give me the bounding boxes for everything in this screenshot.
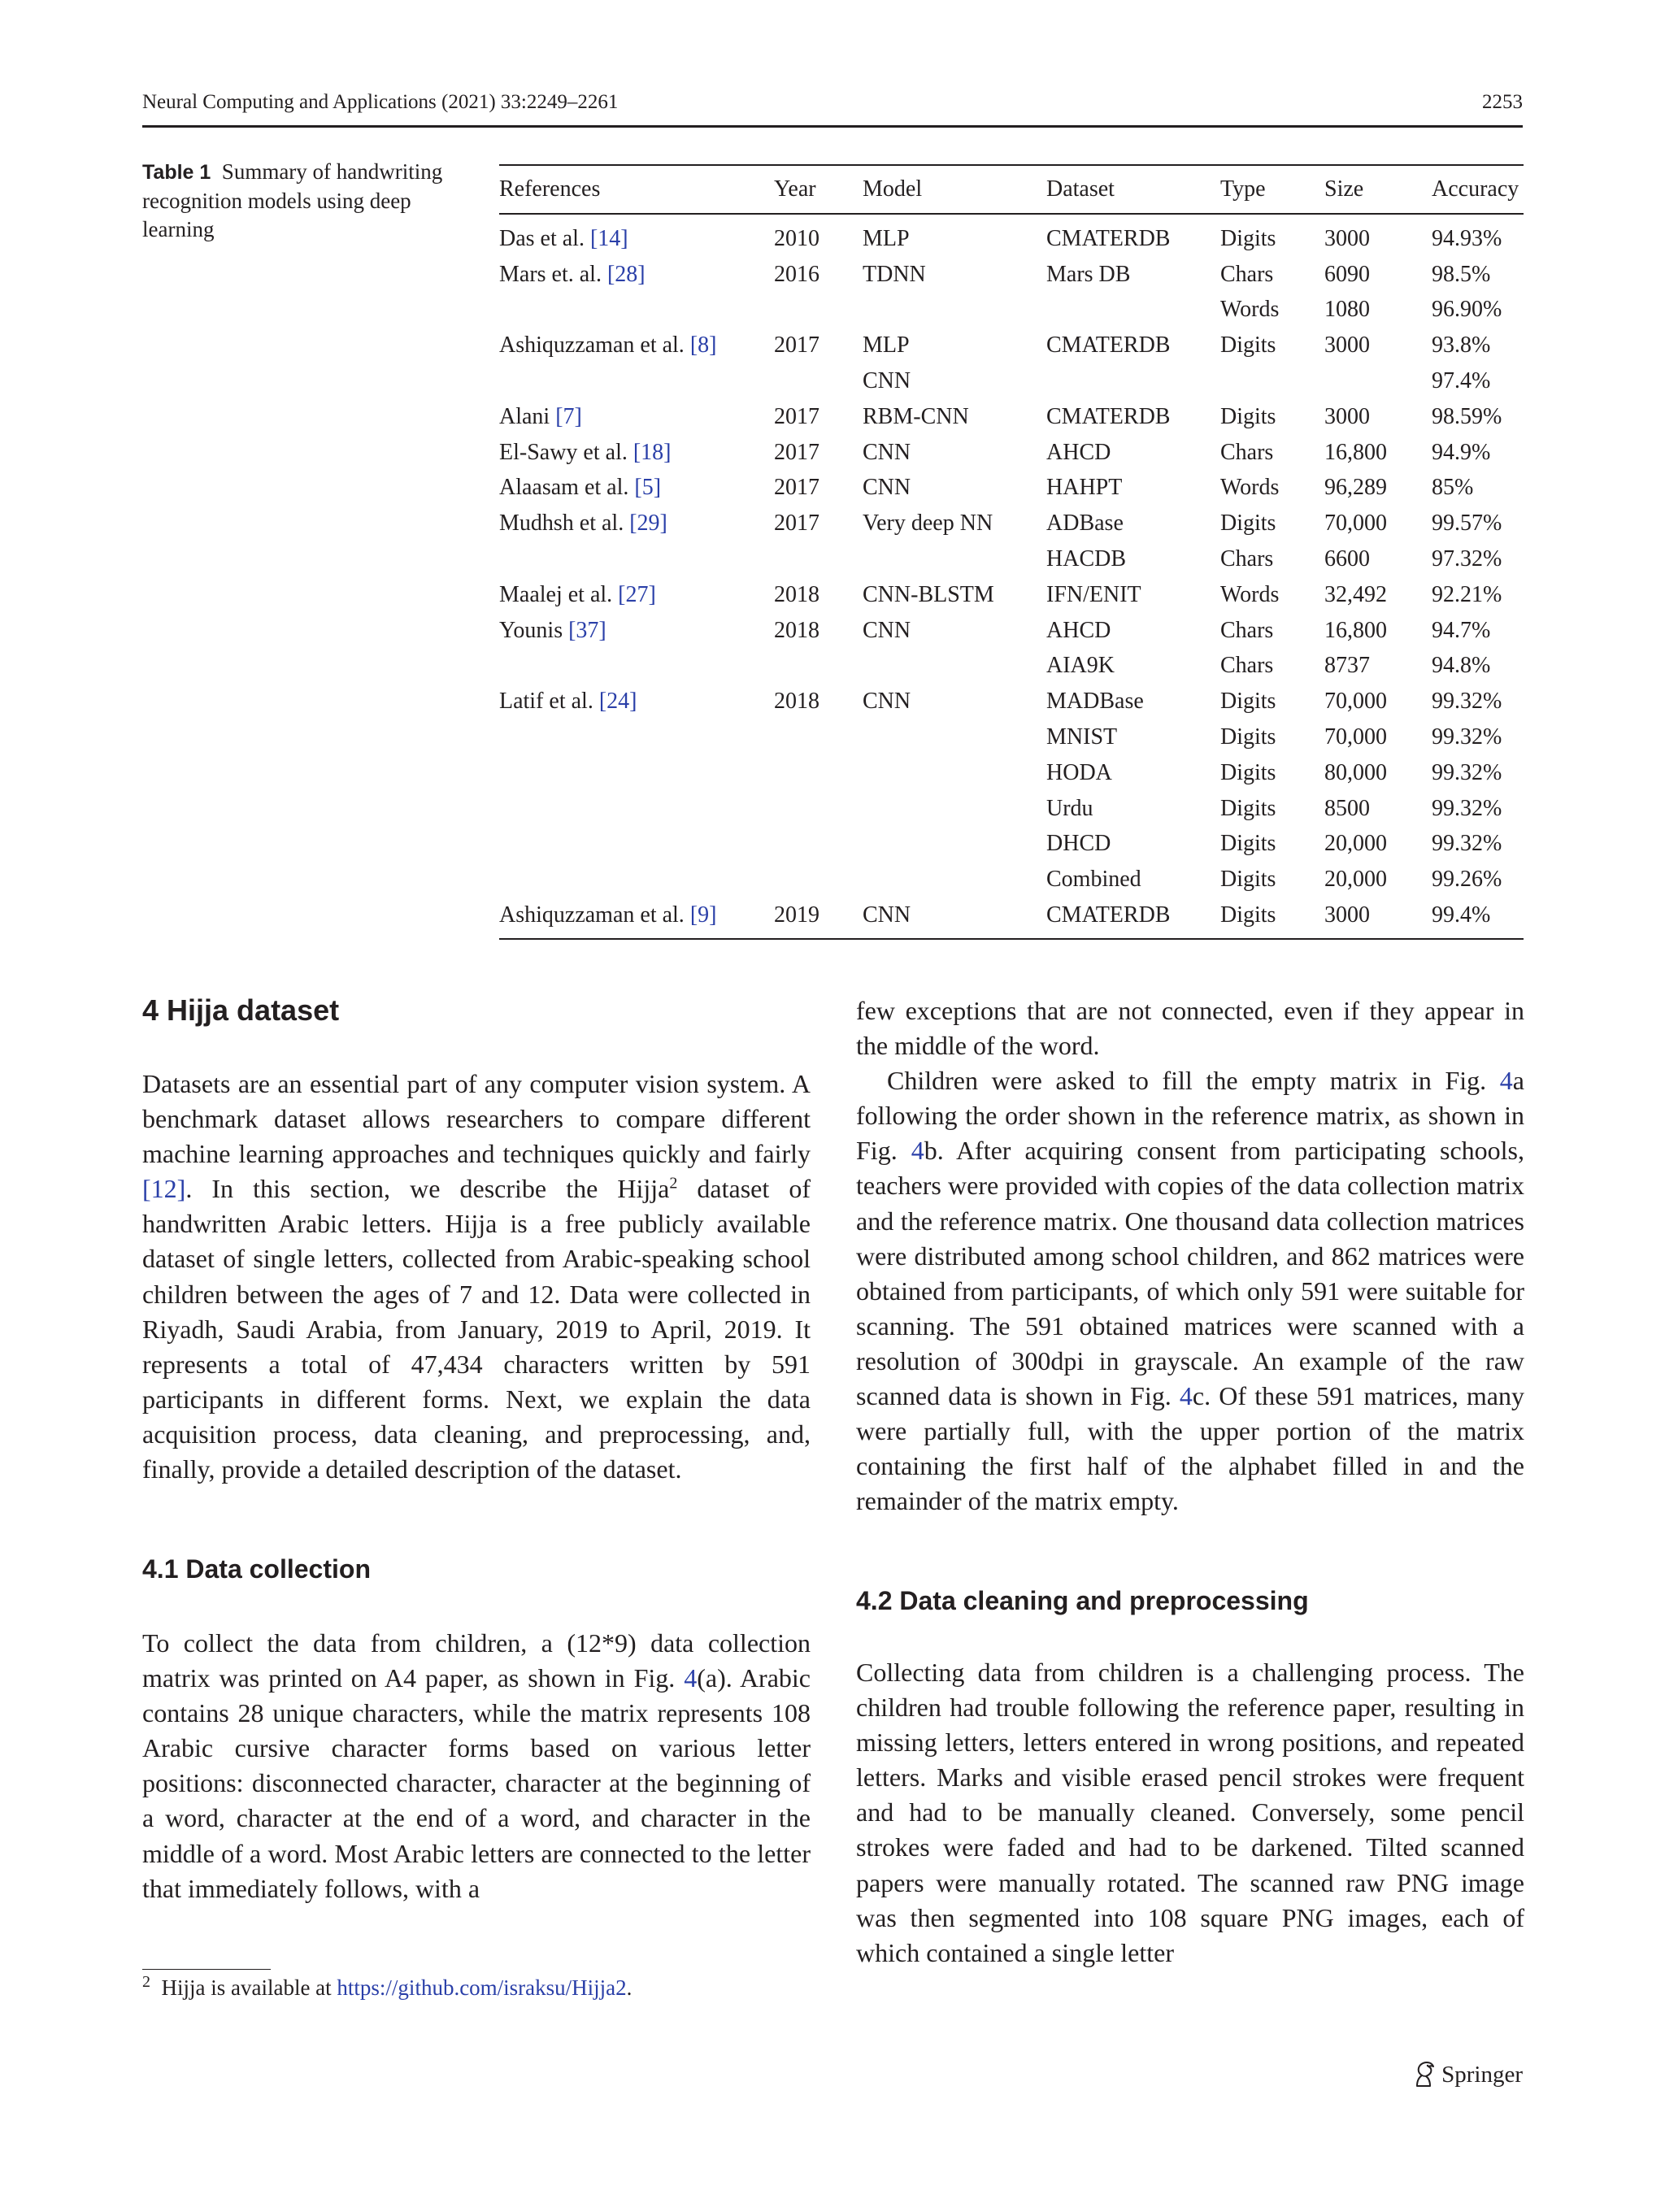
table-row [499,577,1524,613]
col-header-references: References [499,165,774,214]
cell-accuracy: 98.59% [1432,403,1502,429]
publisher-name: Springer [1441,2061,1523,2088]
cell-dataset: Mars DB [1046,261,1131,287]
cell-reference: Alaasam et al. [5] [499,475,662,501]
cell-dataset: HACDB [1046,546,1127,572]
cell-dataset: AIA9K [1046,653,1115,679]
cell-year [774,827,863,863]
table-row [499,435,1524,471]
cell-size: 6600 [1324,546,1370,572]
cell-accuracy: 94.93% [1432,225,1502,251]
cell-reference [499,862,774,897]
table-row [499,827,1524,863]
citation-link[interactable]: [7] [555,403,582,429]
cell-reference: Mudhsh et al. [29] [499,511,667,537]
table-row [499,471,1524,506]
cell-dataset: IFN/ENIT [1046,581,1141,607]
citation-link[interactable]: [29] [629,511,667,537]
cell-size: 80,000 [1324,759,1387,785]
citation-link[interactable]: [5] [634,475,662,501]
cell-accuracy: 96.90% [1432,297,1502,323]
cell-reference [499,719,774,755]
cell-model [863,827,1046,863]
table-header-row [499,165,1524,214]
cell-dataset: MADBase [1046,689,1144,715]
table-row [499,293,1524,328]
col-header-accuracy: Accuracy [1432,165,1524,214]
cell-accuracy: 99.57% [1432,511,1502,537]
footnote: $^2$ Hijja is available at https://github.com/israksu/Hijja2. [142,1973,633,2000]
cell-year [774,649,863,684]
col-header-size: Size [1324,165,1432,214]
cell-model [863,649,1046,684]
cell-type: Digits [1220,332,1276,359]
table-row [499,791,1524,827]
cell-type: Words [1220,297,1280,323]
cell-accuracy: 97.4% [1432,368,1491,394]
cell-year [774,791,863,827]
cell-year: 2017 [774,332,819,359]
cell-model: CNN-BLSTM [863,581,994,607]
cell-size: 6090 [1324,261,1370,287]
cell-year [774,755,863,791]
citation-link[interactable]: [27] [618,581,656,607]
col-header-dataset: Dataset [1046,165,1220,214]
cell-dataset: CMATERDB [1046,225,1171,251]
table-row [499,214,1524,257]
cell-year [774,862,863,897]
cell-type: Chars [1220,653,1274,679]
cell-dataset: CMATERDB [1046,897,1220,939]
table-row [499,719,1524,755]
cell-dataset: Combined [1046,867,1141,893]
cell-type: Words [1220,581,1280,607]
cell-type: Digits [1220,225,1276,251]
col-header-type: Type [1220,165,1324,214]
cell-size: 8737 [1324,653,1370,679]
table-caption [142,158,467,244]
springer-horse-icon [1412,2061,1437,2088]
cell-size: 70,000 [1324,724,1387,750]
cell-type: Digits [1220,867,1276,893]
citation-link[interactable]: [9] [689,902,717,928]
cell-size: 16,800 [1324,439,1387,465]
cell-type: Chars [1220,261,1274,287]
figure-link[interactable]: 4 [911,1136,924,1166]
cell-type: Digits [1220,795,1276,821]
cell-type: Digits [1220,689,1276,715]
cell-size: 3000 [1324,897,1432,939]
page-number: 2253 [1482,91,1523,113]
table-row [499,862,1524,897]
footnote-number: 2 [142,1973,150,1991]
table-row [499,897,1524,939]
table-row [499,506,1524,541]
citation-link[interactable]: [12] [142,1174,186,1204]
table-label: Table 1 [142,161,211,184]
cell-model [863,791,1046,827]
paragraph: Collecting data from children is a challenging process. The children had trouble following the reference paper, resulting in missing letters, letters entered in wrong positions, and repeated letters. Marks and visible erased pencil strokes were frequent and had to be manually cleaned. Conversely, some pencil strokes were faded and had to be darkened. Tilted scanned papers were manually rotated. The scanned raw PNG image was then segmented into 108 square PNG images, each of which contained a single letter [856,1658,1524,1967]
table-row [499,399,1524,435]
citation-link[interactable]: [18] [633,439,672,465]
table-row [499,363,1524,399]
cell-accuracy: 99.32% [1432,759,1502,785]
cell-size: 70,000 [1324,511,1387,537]
cell-reference: Maalej et al. [27] [499,581,656,607]
cell-model: CNN [863,439,911,465]
table-body [499,214,1524,939]
cell-year: 2018 [774,581,819,607]
cell-type: Digits [1220,511,1276,537]
cell-accuracy: 99.32% [1432,724,1502,750]
cell-accuracy: 92.21% [1432,581,1502,607]
cell-size: 96,289 [1324,475,1387,501]
cell-size [1324,363,1432,399]
table-row [499,257,1524,293]
cell-model [863,293,1046,328]
cell-type [1220,363,1324,399]
cell-dataset: HAHPT [1046,475,1123,501]
paragraph: Datasets are an essential part of any computer vision system. A benchmark dataset allows researchers to compare different machine learning approaches and techniques quickly and fairly [12]. In this section, we describe the Hijja$^2$ dataset of handwritten Arabic letters. Hijja is a free publicly available dataset of single letters, collected from Arabic-speaking school children between the ages of 7 and 12. Data were collected in Riyadh, Saudi Arabia, from January, 2019 to April, 2019. It represents a total of 47,434 characters written by 591 participants in different forms. Next, we explain the data acquisition process, data cleaning, and preprocessing, and, finally, provide a detailed description of the dataset. [142,1069,811,1484]
paragraph: Children were asked to fill the empty matrix in Fig. 4a following the order shown in the reference matrix, as shown in Fig. 4b. After acquiring consent from participating schools, teachers were provided with copies of the data collection matrix and the reference matrix. One thousand data collection matrices were distributed among school children, and 862 matrices were obtained from participants, of which only 591 were suitable for scanning. The 591 obtained matrices were scanned with a resolution of 300dpi in grayscale. An example of the raw scanned data is shown in Fig. 4c. Of these 591 matrices, many were partially full, with the upper portion of the matrix containing the first half of the alphabet filled in and the remainder of the matrix empty. [856,1066,1525,1516]
cell-year: 2017 [774,511,819,537]
cell-model: RBM-CNN [863,403,969,429]
table-caption-text: Summary of handwriting recognition models using deep learning [142,159,443,241]
cell-dataset: HODA [1046,759,1112,785]
cell-reference [499,363,774,399]
cell-model: CNN [863,368,911,394]
journal-citation: Neural Computing and Applications (2021) 33:2249–2261 [142,91,619,113]
section-4-heading: 4 Hijja dataset [142,993,340,1027]
cell-dataset: CMATERDB [1046,403,1171,429]
section-4-1-heading: 4.1 Data collection [142,1554,371,1584]
cell-reference [499,755,774,791]
cell-reference: Mars et. al. [28] [499,261,646,287]
figure-link[interactable]: 4 [1499,1066,1513,1096]
cell-model [863,541,1046,577]
cell-year: 2017 [774,403,819,429]
cell-reference: El-Sawy et al. [18] [499,439,672,465]
cell-model: CNN [863,617,911,643]
cell-type: Digits [1220,724,1276,750]
cell-type: Words [1220,475,1280,501]
table-row [499,541,1524,577]
cell-size: 3000 [1324,332,1370,359]
citation-link[interactable]: [24] [598,689,637,715]
section-4-body [142,1067,811,1487]
section-4-2-body [856,1655,1524,1971]
cell-accuracy: 97.32% [1432,546,1502,572]
cell-accuracy: 99.32% [1432,831,1502,857]
summary-table [499,164,1524,940]
cell-dataset: AHCD [1046,617,1111,643]
cell-accuracy: 85% [1432,475,1474,501]
cell-year: 2017 [774,475,819,501]
cell-reference [499,649,774,684]
cell-type: Digits [1220,897,1324,939]
cell-model [863,755,1046,791]
cell-size: 20,000 [1324,831,1387,857]
cell-year: 2016 [774,261,819,287]
cell-accuracy: 99.26% [1432,867,1502,893]
cell-model: TDNN [863,261,926,287]
table-row [499,328,1524,363]
cell-accuracy: 98.5% [1432,261,1491,287]
cell-model: CNN [863,475,911,501]
cell-type: Chars [1220,617,1274,643]
cell-size: 3000 [1324,403,1370,429]
footnote-url-link[interactable]: https://github.com/israksu/Hijja2 [337,1975,627,2000]
cell-dataset: DHCD [1046,831,1111,857]
cell-accuracy: 99.32% [1432,795,1502,821]
citation-link[interactable]: [37] [568,617,606,643]
cell-accuracy: 94.8% [1432,653,1491,679]
col-header-year: Year [774,165,863,214]
cell-reference: Alani [7] [499,403,582,429]
cell-year: 2010 [774,225,819,251]
cell-reference: Das et al. [14] [499,225,628,251]
cell-year [774,719,863,755]
cell-type: Chars [1220,546,1274,572]
paragraph: To collect the data from children, a (12*9) data collection matrix was printed on A4 paper, as shown in Fig. 4(a). Arabic contains 28 unique characters, while the matrix represents 108 Arabic cursive character forms based on various letter positions: disconnected character, character at the beginning of a word, character at the end of a word, and character in the middle of a word. Most Arabic letters are connected to the letter that immediately follows, with a [142,1628,811,1903]
cell-size: 32,492 [1324,581,1387,607]
cell-reference [499,541,774,577]
cell-dataset: ADBase [1046,511,1124,537]
cell-dataset: CMATERDB [1046,332,1171,359]
table-row [499,649,1524,684]
cell-size: 20,000 [1324,867,1387,893]
section-4-1-body-right [856,993,1524,1519]
cell-year: 2018 [774,689,819,715]
cell-model [863,719,1046,755]
cell-size: 70,000 [1324,689,1387,715]
cell-reference [499,791,774,827]
publisher-logo [1412,2061,1523,2088]
cell-model: CNN [863,689,911,715]
cell-model: Very deep NN [863,511,993,537]
section-4-1-body-left [142,1626,811,1906]
cell-dataset [1046,363,1220,399]
cell-model [863,862,1046,897]
cell-year [774,541,863,577]
table-row [499,755,1524,791]
cell-model: MLP [863,225,910,251]
paragraph-continued: few exceptions that are not connected, even if they appear in the middle of the word. [856,996,1524,1061]
cell-reference: Younis [37] [499,617,606,643]
cell-size: 3000 [1324,225,1370,251]
cell-year [774,293,863,328]
citation-link[interactable]: [28] [606,261,646,287]
section-4-2-heading: 4.2 Data cleaning and preprocessing [856,1586,1309,1615]
col-header-model: Model [863,165,1046,214]
cell-year [774,363,863,399]
cell-year: 2018 [774,617,819,643]
citation-link[interactable]: [14] [589,225,628,251]
figure-link[interactable]: 4 [1179,1381,1193,1411]
cell-reference: Ashiquzzaman et al. [8] [499,332,717,359]
table-row [499,613,1524,649]
cell-size: 16,800 [1324,617,1387,643]
cell-dataset [1046,293,1220,328]
cell-accuracy: 93.8% [1432,332,1491,359]
cell-accuracy: 94.9% [1432,439,1491,465]
cell-type: Digits [1220,403,1276,429]
cell-year: 2017 [774,439,819,465]
cell-type: Digits [1220,759,1276,785]
cell-accuracy: 94.7% [1432,617,1491,643]
footnote-rule [142,1969,271,1970]
cell-year: 2019 [774,897,863,939]
cell-dataset: Urdu [1046,795,1093,821]
cell-accuracy: 99.32% [1432,689,1502,715]
cell-reference: Ashiquzzaman et al. [9] [499,897,774,939]
cell-model: MLP [863,332,910,359]
running-header [142,88,1523,128]
cell-model: CNN [863,897,1046,939]
cell-reference: Latif et al. [24] [499,689,637,715]
cell-accuracy: 99.4% [1432,897,1524,939]
cell-type: Chars [1220,439,1274,465]
table-row [499,684,1524,719]
citation-link[interactable]: [8] [689,332,717,359]
footnote-marker[interactable]: 2 [669,1174,678,1193]
cell-reference [499,827,774,863]
cell-dataset: AHCD [1046,439,1111,465]
cell-reference [499,293,774,328]
figure-link[interactable]: 4 [684,1663,698,1693]
cell-type: Digits [1220,831,1276,857]
cell-size: 1080 [1324,297,1370,323]
cell-size: 8500 [1324,795,1370,821]
cell-dataset: MNIST [1046,724,1118,750]
